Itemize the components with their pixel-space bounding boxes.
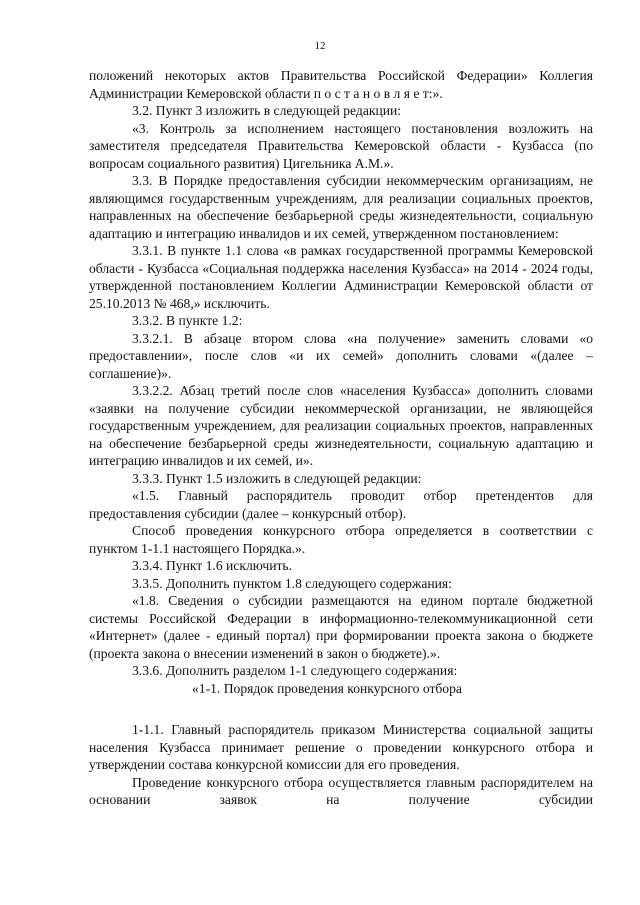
paragraph-quote-3: «3. Контроль за исполнением настоящего постановления возложить на заместителя председателя Правительства Кемеровской области - Кузбасса (по вопросам социального развития) Цигельника А.М.».	[89, 120, 593, 171]
paragraph-1-1-1: 1-1.1. Главный распорядитель приказом Министерства социальной защиты населения Кузбасса принимает решение о проведении конкурсного отбора и утверждении состава конкурсной комиссии для его проведения.	[89, 722, 593, 772]
paragraph-3-3-1: 3.3.1. В пункте 1.1 слова «в рамках государственной программы Кемеровской области - Кузбасса «Социальная поддержка населения Кузбасса» на 2014 - 2024 годы, утвержденной постановлением Коллегии Администрации Кемеровской области от 25.10.2013 № 468,» исключить.	[89, 243, 593, 311]
paragraph-3-3-5: 3.3.5. Дополнить пунктом 1.8 следующего содержания:	[132, 575, 452, 591]
paragraph-continuation: положений некоторых актов Правительства Российской Федерации» Коллегия Администрации Кемеровской области п о с т а н о в л я е т:».	[89, 68, 593, 101]
paragraph-quote-1-8: «1.8. Сведения о субсидии размещаются на едином портале бюджетной системы Российской Федерации в информационно-телекоммуникационной сети «Интернет» (далее - единый портал) при формировании проекта закона о бюджете (проекта закона о внесении изменений в закон о бюджете).».	[89, 593, 593, 661]
section-heading-1-1: «1-1. Порядок проведения конкурсного отбора	[192, 680, 462, 696]
paragraph-3-3-3: 3.3.3. Пункт 1.5 изложить в следующей редакции:	[132, 470, 422, 486]
paragraph-3-3: 3.3. В Порядке предоставления субсидии некоммерческим организациям, не являющимся государственным учреждениям, для реализации социальных проектов, направленных на обеспечение безбарьерной среды жизнедеятельности, социальную адаптацию и интеграцию инвалидов и их семей, утвержденном постановлением:	[89, 173, 593, 241]
paragraph-3-3-2-1: 3.3.2.1. В абзаце втором слова «на получение» заменить словами «о предоставлении», после слов «и их семей» дополнить словами «(далее – соглашение)».	[89, 330, 593, 381]
paragraph-3-3-4: 3.3.4. Пункт 1.6 исключить.	[132, 558, 293, 573]
spacer	[89, 697, 593, 721]
paragraph-3-2: 3.2. Пункт 3 изложить в следующей редакции:	[132, 103, 402, 118]
paragraph-selection-conduct: Проведение конкурсного отбора осуществляется главным распорядителем на основании заявок на получение субсидии	[89, 774, 593, 807]
page-number: 12	[314, 40, 326, 52]
paragraph-3-3-2: 3.3.2. В пункте 1.2:	[132, 313, 243, 328]
paragraph-3-3-2-2: 3.3.2.2. Абзац третий после слов «населения Кузбасса» дополнить словами «заявки на получение субсидии некоммерческой организации, не являющейся государственным учреждением, для реализации социальных проектов, направленных на обеспечение безбарьерной среды жизнедеятельности, социальную адаптацию и интеграцию инвалидов и их семей, и».	[89, 383, 593, 468]
paragraph-3-3-6: 3.3.6. Дополнить разделом 1-1 следующего содержания:	[132, 663, 458, 678]
document-body	[89, 67, 593, 809]
paragraph-selection-method: Способ проведения конкурсного отбора определяется в соответствии с пунктом 1-1.1 настоящего Порядка.».	[89, 523, 593, 556]
paragraph-quote-1-5: «1.5. Главный распорядитель проводит отбор претендентов для предоставления субсидии (далее – конкурсный отбор).	[89, 488, 593, 521]
